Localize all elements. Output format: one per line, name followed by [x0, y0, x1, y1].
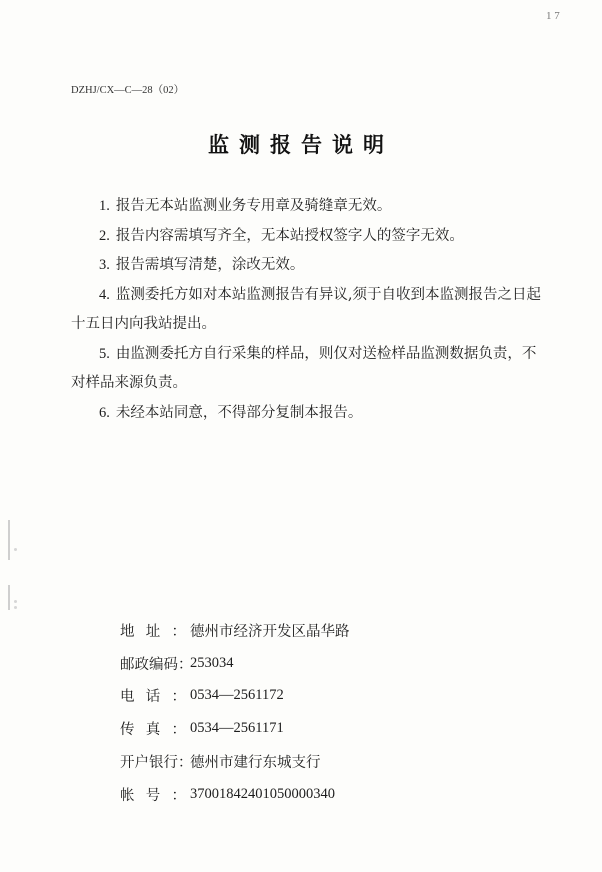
postcode-label: 邮政编码：: [120, 656, 193, 673]
note-text: 未经本站同意，不得部分复制本报告。: [115, 404, 363, 421]
page-number: 1 7: [546, 10, 560, 22]
note-number: 1.: [99, 198, 110, 214]
scan-artifact: [8, 520, 10, 560]
note-item: [71, 222, 541, 252]
fax-label: 传真：: [120, 722, 186, 739]
note-item: [71, 340, 541, 399]
phone-row: [120, 680, 520, 713]
phone-value: 0534—2561172: [190, 687, 284, 704]
account-value: 37001842401050000340: [190, 785, 335, 802]
note-text: 报告需填写清楚，涂改无效。: [115, 257, 305, 273]
document-code: DZHJ/CX—C—28（02）: [71, 85, 185, 96]
note-item: [71, 251, 541, 281]
scan-dot: [14, 600, 17, 603]
page-title: 监测报告说明: [208, 132, 394, 157]
fax-row: [120, 712, 520, 745]
postcode-value: 253034: [190, 654, 234, 671]
note-item: [71, 281, 541, 340]
scan-dot: [14, 548, 17, 551]
note-text: 报告内容需填写齐全，无本站授权签字人的签字无效。: [115, 227, 464, 244]
contact-info: [120, 614, 520, 811]
phone-label: 电话：: [120, 689, 186, 706]
postcode-row: [120, 647, 520, 680]
address-row: [120, 614, 520, 647]
scan-dot: [14, 606, 17, 609]
bank-value: 德州市建行东城支行: [190, 755, 321, 772]
account-label: 帐号：: [120, 787, 186, 804]
address-label: 地址：: [120, 623, 186, 640]
note-item: [71, 192, 541, 222]
note-number: 6.: [99, 404, 110, 421]
bank-row: [120, 745, 520, 778]
account-row: [120, 778, 520, 811]
fax-value: 0534—2561171: [190, 720, 284, 737]
scan-artifact: [8, 585, 10, 610]
note-number: 2.: [99, 227, 110, 244]
note-text: 由监测委托方自行采集的样品，则仅对送检样品监测数据负责，不对样品来源负责。: [71, 345, 537, 391]
address-value: 德州市经济开发区晶华路: [190, 623, 350, 640]
bank-label: 开户银行：: [120, 755, 193, 772]
note-text: 监测委托方如对本站监测报告有异议,须于自收到本监测报告之日起十五日内向我站提出。: [71, 286, 541, 332]
notes-list: [71, 192, 541, 428]
note-item: [71, 399, 541, 429]
note-number: 4.: [99, 286, 110, 303]
note-number: 5.: [99, 345, 110, 362]
note-number: 3.: [99, 257, 110, 273]
note-text: 报告无本站监测业务专用章及骑缝章无效。: [115, 198, 392, 214]
